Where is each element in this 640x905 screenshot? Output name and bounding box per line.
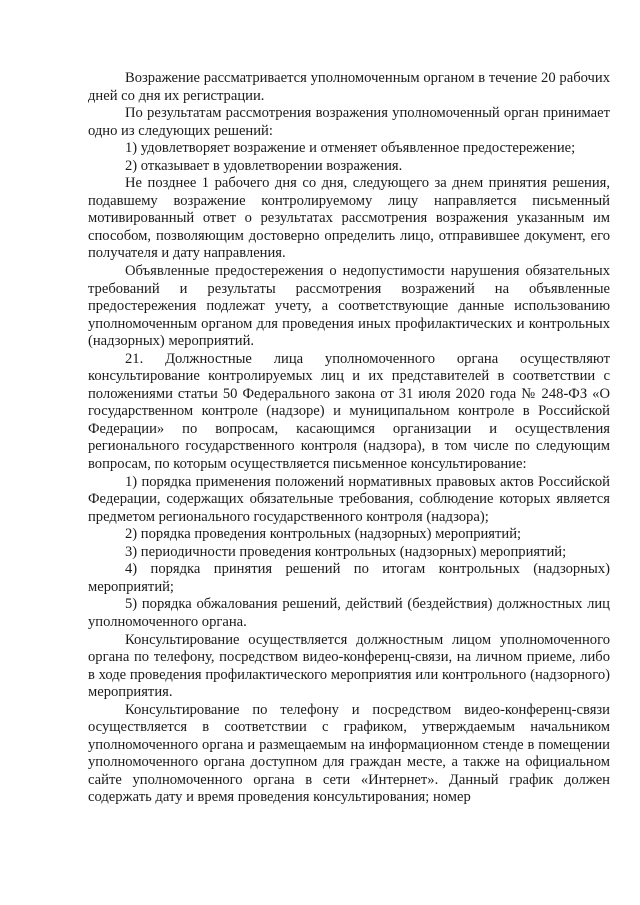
document-body bbox=[88, 70, 610, 807]
paragraph-topic-3: 3) периодичности проведения контрольных (надзорных) мероприятий; bbox=[125, 543, 567, 560]
paragraph-topic-5: 5) порядка обжалования решений, действий (бездействия) должностных лиц уполномоченного органа. bbox=[88, 596, 610, 630]
paragraph-warnings-accounting: Объявленные предостережения о недопустимости нарушения обязательных требований и результаты рассмотрения возражений на объявленные предостережения подлежат учету, а соответствующие данные использованию уполномоченным органом для проведения иных профилактических и контрольных (надзорных) мероприятий. bbox=[88, 263, 610, 350]
paragraph-decision-intro: По результатам рассмотрения возражения уполномоченный орган принимает одно из следующих решений: bbox=[88, 105, 610, 139]
paragraph-decision-option-2: 2) отказывает в удовлетворении возражения. bbox=[125, 157, 403, 174]
paragraph-response-deadline: Не позднее 1 рабочего дня со дня, следующего за днем принятия решения, подавшему возражение контролируемому лицу направляется письменный мотивированный ответ о результатах рассмотрения возражения указанным им способом, позволяющим достоверно определить лицо, отправившее документ, его получателя и дату направления. bbox=[88, 175, 610, 262]
paragraph-topic-2: 2) порядка проведения контрольных (надзорных) мероприятий; bbox=[125, 526, 522, 543]
paragraph-topic-1: 1) порядка применения положений нормативных правовых актов Российской Федерации, содержащих обязательные требования, соблюдение которых является предметом регионального государственного контроля (надзора); bbox=[88, 473, 610, 525]
paragraph-decision-option-1: 1) удовлетворяет возражение и отменяет объявленное предостережение; bbox=[125, 140, 576, 157]
paragraph-objection-period: Возражение рассматривается уполномоченным органом в течение 20 рабочих дней со дня их регистрации. bbox=[88, 70, 610, 104]
paragraph-section-21: 21. Должностные лица уполномоченного органа осуществляют консультирование контролируемых лиц и их представителей в соответствии с положениями статьи 50 Федерального закона от 31 июля 2020 года № 248-ФЗ «О государственном контроле (надзоре) и муниципальном контроле в Российской Федерации» по вопросам, касающимся организации и осуществления регионального государственного контроля (надзора), в том числе по следующим вопросам, по которым осуществляется письменное консультирование: bbox=[88, 350, 610, 473]
paragraph-consultation-methods: Консультирование осуществляется должностным лицом уполномоченного органа по телефону, посредством видео-конференц-связи, на личном приеме, либо в ходе проведения профилактического мероприятия или контрольного (надзорного) мероприятия. bbox=[88, 631, 610, 701]
paragraph-consultation-schedule: Консультирование по телефону и посредством видео-конференц-связи осуществляется в соответствии с графиком, утверждаемым начальником уполномоченного органа и размещаемым на информационном стенде в помещении уполномоченного органа доступном для граждан месте, а также на официальном сайте уполномоченного органа в сети «Интернет». Данный график должен содержать дату и время проведения консультирования; номер bbox=[88, 701, 610, 806]
paragraph-topic-4: 4) порядка принятия решений по итогам контрольных (надзорных) мероприятий; bbox=[88, 561, 610, 595]
